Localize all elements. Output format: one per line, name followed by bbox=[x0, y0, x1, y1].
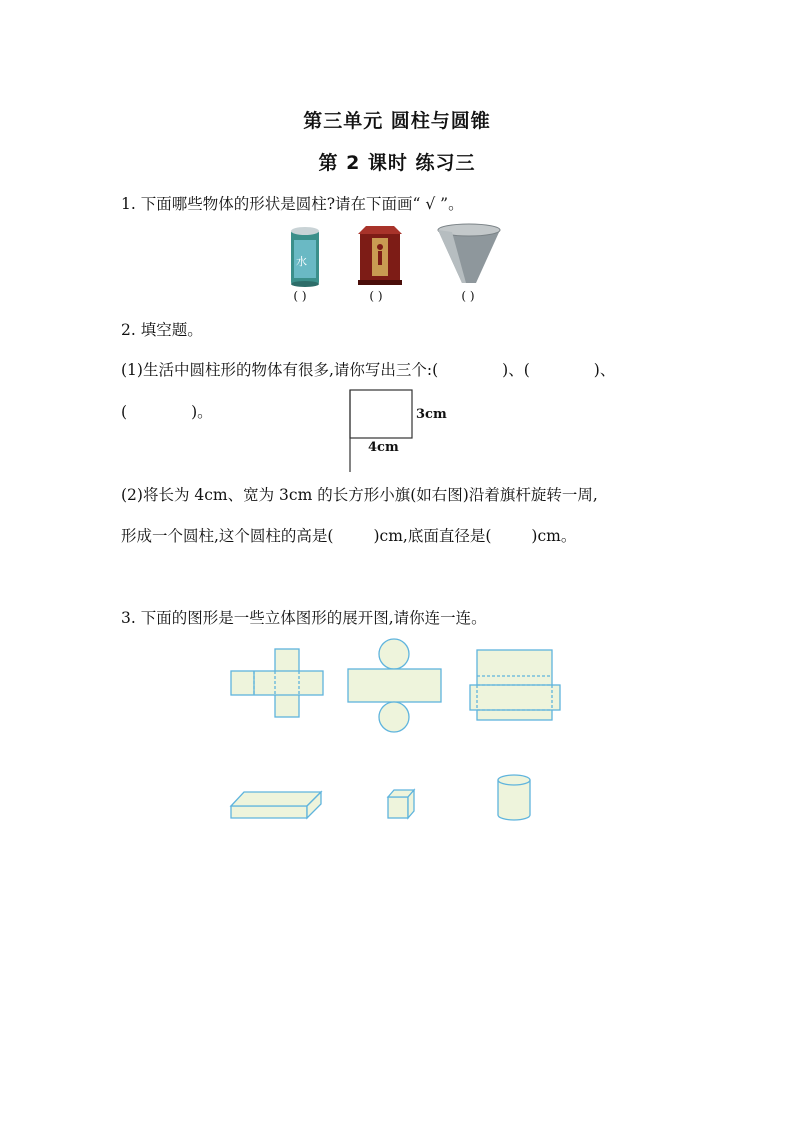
question-2-part-1-cont bbox=[121, 400, 213, 422]
answer-paren-cone-cup[interactable]: ( ) bbox=[461, 289, 475, 303]
net-cube bbox=[470, 650, 560, 720]
can-image bbox=[291, 227, 319, 287]
hexagonal-box-image bbox=[358, 226, 402, 285]
solid-cylinder bbox=[498, 775, 530, 820]
question-2-part-2: (2)将长为 4cm、宽为 3cm 的长方形小旗(如右图)沿着旗杆旋转一周, bbox=[121, 486, 598, 504]
question-2-part-1 bbox=[121, 358, 615, 380]
svg-text:水: 水 bbox=[296, 255, 307, 268]
solid-cuboid bbox=[231, 792, 321, 818]
question-2-part-2-cont bbox=[121, 524, 576, 546]
answer-paren-can[interactable]: ( ) bbox=[293, 289, 307, 303]
cone-cup-image bbox=[438, 224, 500, 283]
text: 形成一个圆柱,这个圆柱的高是( bbox=[121, 527, 334, 545]
flag-width-label: 4cm bbox=[368, 440, 399, 455]
flag-figure bbox=[350, 390, 412, 472]
net-cylinder bbox=[348, 639, 441, 732]
question-1: 1. 下面哪些物体的形状是圆柱?请在下面画“ √ ”。 bbox=[121, 195, 464, 213]
text: )cm,底面直径是( bbox=[373, 527, 492, 545]
flag-height-label: 3cm bbox=[416, 407, 447, 422]
text: ( bbox=[121, 403, 128, 421]
text: )cm。 bbox=[531, 527, 577, 545]
question-3: 3. 下面的图形是一些立体图形的展开图,请你连一连。 bbox=[121, 609, 487, 627]
text: )、( bbox=[502, 361, 530, 379]
page-title: 第三单元 圆柱与圆锥 bbox=[303, 110, 491, 132]
net-cuboid bbox=[231, 649, 323, 717]
text: (1)生活中圆柱形的物体有很多,请你写出三个:( bbox=[121, 361, 439, 379]
question-2-heading: 2. 填空题。 bbox=[121, 321, 203, 339]
answer-paren-hexagonal-box[interactable]: ( ) bbox=[369, 289, 383, 303]
text: )。 bbox=[191, 403, 213, 421]
page-subtitle: 第 2 课时 练习三 bbox=[318, 152, 476, 174]
solid-cube bbox=[388, 790, 414, 818]
text: )、 bbox=[593, 361, 616, 379]
